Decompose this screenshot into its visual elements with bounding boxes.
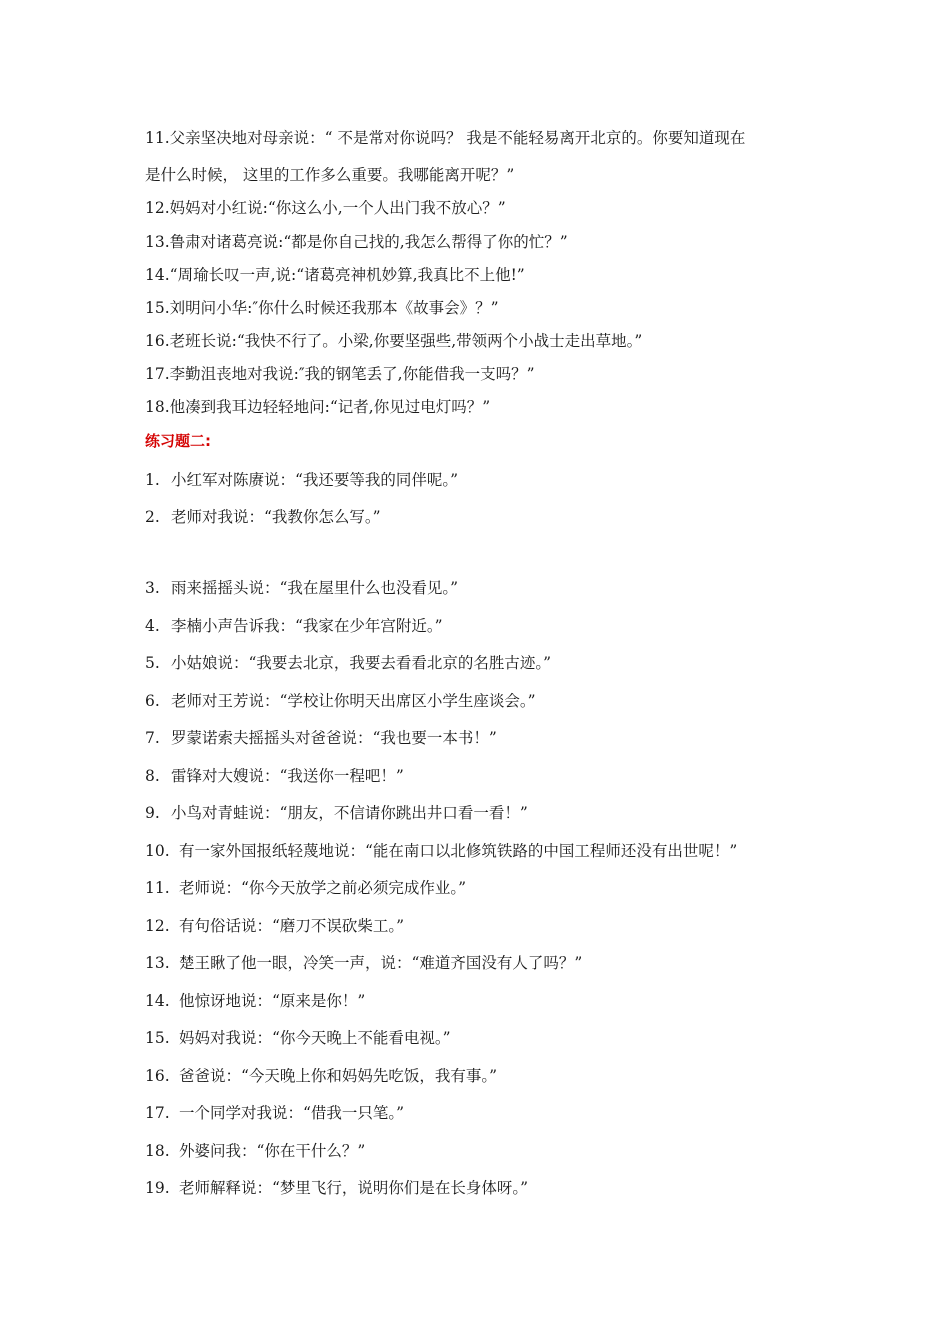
item-number: 15.	[145, 299, 170, 317]
list-item	[145, 470, 458, 490]
item-number: 16.	[145, 332, 170, 350]
item-text: 妈妈对小红说:“你这么小,一个人出门我不放心？”	[169, 199, 506, 217]
item-text: 楚王瞅了他一眼，冷笑一声，说：“难道齐国没有人了吗？”	[179, 954, 583, 972]
list-item	[145, 653, 551, 673]
item-number: 5.	[145, 654, 160, 672]
item-number: 19.	[145, 1179, 170, 1197]
list-item	[145, 507, 381, 527]
list-item	[145, 841, 737, 861]
item-text: 老师对王芳说：“学校让你明天出席区小学生座谈会。”	[171, 692, 536, 710]
item-number: 11.	[145, 879, 170, 897]
item-number: 12.	[145, 199, 170, 217]
item-number: 8.	[145, 767, 160, 785]
section-heading: 练习题二:	[145, 432, 211, 450]
list-item	[145, 298, 499, 318]
list-item	[145, 331, 642, 351]
list-item	[145, 991, 365, 1011]
item-text: 刘明问小华:″你什么时候还我那本《故事会》？”	[169, 299, 499, 317]
list-item	[145, 1066, 497, 1086]
item-text: 外婆问我：“你在干什么？”	[179, 1142, 366, 1160]
list-item	[145, 803, 528, 823]
item-number: 1.	[145, 471, 160, 489]
list-item	[145, 1103, 404, 1123]
list-item	[145, 878, 466, 898]
item-number: 7.	[145, 729, 160, 747]
item-text: 小红军对陈赓说：“我还要等我的同伴呢。”	[171, 471, 459, 489]
item-text: “周瑜长叹一声,说:“诸葛亮神机妙算,我真比不上他!”	[169, 266, 525, 284]
list-item	[145, 265, 525, 285]
item-number: 10.	[145, 842, 170, 860]
list-item	[145, 128, 745, 148]
item-number: 9.	[145, 804, 160, 822]
item-number: 18.	[145, 1142, 170, 1160]
item-number: 12.	[145, 917, 170, 935]
item-text: 小鸟对青蛙说：“朋友，不信请你跳出井口看一看！”	[171, 804, 528, 822]
item-text: 罗蒙诺索夫摇摇头对爸爸说：“我也要一本书！”	[171, 729, 497, 747]
item-text: 老师说：“你今天放学之前必须完成作业。”	[179, 879, 467, 897]
item-text: 一个同学对我说：“借我一只笔。”	[179, 1104, 405, 1122]
item-text: 有句俗话说：“磨刀不误砍柴工。”	[179, 917, 405, 935]
list-item	[145, 691, 536, 711]
item-text: 他惊讶地说：“原来是你！”	[179, 992, 366, 1010]
item-text: 小姑娘说：“我要去北京，我要去看看北京的名胜古迹。”	[171, 654, 552, 672]
list-item	[145, 916, 404, 936]
item-number: 4.	[145, 617, 160, 635]
item-number: 2.	[145, 508, 160, 526]
item-text: 爸爸说：“今天晚上你和妈妈先吃饭，我有事。”	[179, 1067, 498, 1085]
list-item	[145, 232, 568, 252]
item-number: 14.	[145, 992, 170, 1010]
item-text: 老师解释说：“梦里飞行，说明你们是在长身体呀。”	[179, 1179, 529, 1197]
item-text: 李勤沮丧地对我说:″我的钢笔丢了,你能借我一支吗？”	[169, 365, 535, 383]
item-number: 3.	[145, 579, 160, 597]
item-text: 是什么时候， 这里的工作多么重要。我哪能离开呢？”	[145, 166, 515, 184]
item-number: 16.	[145, 1067, 170, 1085]
item-text: 父亲坚决地对母亲说：“ 不是常对你说吗？ 我是不能轻易离开北京的。你要知道现在	[169, 129, 746, 147]
item-number: 13.	[145, 233, 170, 251]
item-number: 11.	[145, 129, 170, 147]
item-number: 17.	[145, 365, 170, 383]
list-item	[145, 1028, 451, 1048]
list-item	[145, 728, 497, 748]
item-text: 鲁肃对诸葛亮说:“都是你自己找的,我怎么帮得了你的忙？”	[169, 233, 568, 251]
item-text: 老师对我说：“我教你怎么写。”	[171, 508, 381, 526]
list-item	[145, 766, 404, 786]
list-item	[145, 1178, 528, 1198]
item-number: 17.	[145, 1104, 170, 1122]
list-item	[145, 397, 490, 417]
item-number: 6.	[145, 692, 160, 710]
list-item	[145, 1141, 365, 1161]
item-text: 老班长说:“我快不行了。小梁,你要坚强些,带领两个小战士走出草地。”	[169, 332, 643, 350]
item-number: 18.	[145, 398, 170, 416]
list-item	[145, 616, 443, 636]
item-number: 14.	[145, 266, 170, 284]
list-item	[145, 198, 506, 218]
list-item	[145, 578, 458, 598]
item-text: 雨来摇摇头说：“我在屋里什么也没看见。”	[171, 579, 459, 597]
item-text: 雷锋对大嫂说：“我送你一程吧！”	[171, 767, 404, 785]
list-item-continuation	[145, 165, 514, 185]
item-text: 有一家外国报纸轻蔑地说：“能在南口以北修筑铁路的中国工程师还没有出世呢！”	[179, 842, 738, 860]
list-item	[145, 364, 535, 384]
item-text: 李楠小声告诉我：“我家在少年宫附近。”	[171, 617, 443, 635]
item-text: 妈妈对我说：“你今天晚上不能看电视。”	[179, 1029, 451, 1047]
list-item	[145, 953, 582, 973]
item-number: 15.	[145, 1029, 170, 1047]
item-text: 他凑到我耳边轻轻地问:“记者,你见过电灯吗？”	[169, 398, 491, 416]
item-number: 13.	[145, 954, 170, 972]
